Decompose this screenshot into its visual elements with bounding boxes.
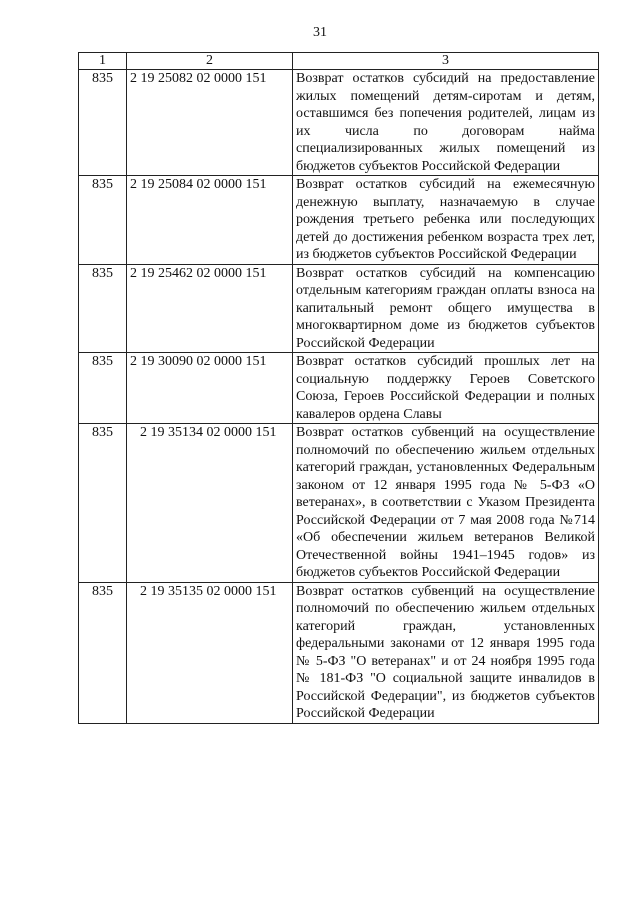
- table-row: [79, 424, 599, 583]
- budget-code-cell: 2 19 25084 02 0000 151: [127, 176, 293, 265]
- admin-code-cell: 835: [79, 264, 127, 353]
- description-cell: Возврат остатков субсидий прошлых лет на социальную поддержку Героев Советского Союза, Героев Российской Федерации и полных кавалеров ордена Славы: [293, 353, 599, 424]
- budget-code-cell: 2 19 25082 02 0000 151: [127, 70, 293, 176]
- admin-code-cell: 835: [79, 70, 127, 176]
- admin-code-cell: 835: [79, 176, 127, 265]
- budget-code-cell: 2 19 35134 02 0000 151: [127, 424, 293, 583]
- table-header-row: [79, 53, 599, 70]
- budget-code-cell: 2 19 35135 02 0000 151: [127, 582, 293, 723]
- table-row: [79, 582, 599, 723]
- column-header-2: 2: [127, 53, 293, 70]
- description-cell: Возврат остатков субвенций на осуществление полномочий по обеспечению жильем отдельных категорий граждан, установленных федеральными законами от 12 января 1995 года № 5-ФЗ "О ветеранах" и от 24 ноября 1995 года № 181-ФЗ "О социальной защите инвалидов в Российской Федерации", из бюджетов субъектов Российской Федерации: [293, 582, 599, 723]
- description-cell: Возврат остатков субсидий на предоставление жилых помещений детям-сиротам и детям, оставшимся без попечения родителей, лицам из их числа по договорам найма специализированных жилых помещений из бюджетов субъектов Российской Федерации: [293, 70, 599, 176]
- table-row: [79, 264, 599, 353]
- admin-code-cell: 835: [79, 424, 127, 583]
- page-number: 31: [313, 25, 327, 40]
- table-row: [79, 70, 599, 176]
- description-cell: Возврат остатков субвенций на осуществление полномочий по обеспечению жильем отдельных категорий граждан, установленных Федеральным законом от 12 января 1995 года № 5-ФЗ «О ветеранах», в соответствии с Указом Президента Российской Федерации от 7 мая 2008 года №714 «Об обеспечении жильем ветеранов Великой Отечественной войны 1941–1945 годов» из бюджетов субъектов Российской Федерации: [293, 424, 599, 583]
- column-header-3: 3: [293, 53, 599, 70]
- budget-code-cell: 2 19 25462 02 0000 151: [127, 264, 293, 353]
- column-header-1: 1: [79, 53, 127, 70]
- budget-codes-table: [78, 52, 599, 724]
- budget-code-cell: 2 19 30090 02 0000 151: [127, 353, 293, 424]
- description-cell: Возврат остатков субсидий на компенсацию отдельным категориям граждан оплаты взноса на капитальный ремонт общего имущества в многоквартирном доме из бюджетов субъектов Российской Федерации: [293, 264, 599, 353]
- table-row: [79, 176, 599, 265]
- description-cell: Возврат остатков субсидий на ежемесячную денежную выплату, назначаемую в случае рождения третьего ребенка или последующих детей до достижения ребенком возраста трех лет, из бюджетов субъектов Российской Федерации: [293, 176, 599, 265]
- table-row: [79, 353, 599, 424]
- admin-code-cell: 835: [79, 582, 127, 723]
- admin-code-cell: 835: [79, 353, 127, 424]
